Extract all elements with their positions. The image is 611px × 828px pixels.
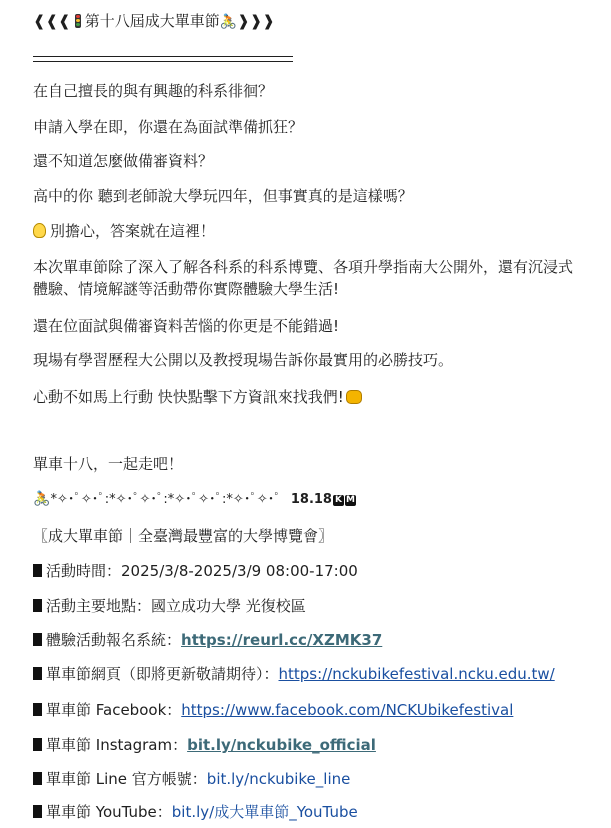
black-square-icon	[33, 633, 42, 646]
bicyclist-icon: 🚴	[219, 14, 238, 30]
black-square-icon	[33, 564, 42, 577]
paragraph: 本次單車節除了深入了解各科系的科系博覽、各項升學指南大公開外，還有沉浸式體驗、情境解謎等活動帶你實際體驗大學生活!	[33, 258, 574, 298]
info-label: 單車節 Facebook：	[46, 701, 182, 719]
line-link[interactable]: bit.ly/nckubike_line	[206, 770, 351, 788]
paragraph: 在自己擅長的與有興趣的科系徘徊？	[33, 82, 274, 100]
cta-line	[33, 387, 362, 407]
website-link[interactable]: https://nckubikefestival.ncku.edu.tw/	[278, 665, 555, 683]
info-label: 單車節 Instagram：	[46, 736, 188, 754]
info-value: 2025/3/8-2025/3/9 08:00-17:00	[121, 562, 358, 580]
black-square-icon	[33, 703, 42, 716]
instagram-link[interactable]: bit.ly/nckubike_official	[187, 736, 376, 754]
date-code: 18.18	[290, 492, 332, 507]
paragraph: 還在位面試與備審資料苦惱的你更是不能錯過!	[33, 317, 340, 335]
info-label: 活動時間：	[46, 562, 122, 580]
info-website	[33, 664, 555, 684]
info-value: 國立成功大學 光復校區	[151, 597, 306, 615]
paragraph: 別擔心，答案就在這裡！	[50, 222, 216, 240]
black-square-icon	[33, 772, 42, 785]
light-bulb-icon	[33, 223, 46, 238]
black-square-icon	[33, 805, 42, 818]
sparkle-line	[33, 489, 356, 510]
fist-bump-icon	[346, 390, 362, 404]
paragraph: 申請入學在即，你還在為面試準備抓狂？	[33, 118, 304, 136]
info-label: 單車節網頁（即將更新敬請期待）：	[46, 665, 279, 683]
bicyclist-icon: 🚴	[33, 491, 51, 507]
info-label: 體驗活動報名系統：	[46, 631, 182, 649]
paragraph: 高中的你 聽到老師說大學玩四年，但事實真的是這樣嗎？	[33, 187, 413, 205]
info-label: 單車節 Line 官方帳號：	[46, 770, 207, 788]
info-line	[33, 769, 350, 789]
sparkle-text: *✧･ﾟ✧･ﾟ:*✧･ﾟ✧･ﾟ:*✧･ﾟ✧･ﾟ:*✧･ﾟ✧･ﾟ	[50, 492, 281, 507]
info-signup	[33, 630, 382, 650]
reassure-line	[33, 221, 215, 241]
event-heading: 〖成大單車節｜全臺灣最豐富的大學博覽會〗	[33, 527, 334, 545]
paragraph: 還不知道怎麼做備審資料？	[33, 152, 214, 170]
facebook-link[interactable]: https://www.facebook.com/NCKUbikefestival	[181, 701, 514, 719]
paragraph: 現場有學習歷程大公開以及教授現場告訴你最實用的必勝技巧。	[33, 351, 454, 369]
traffic-light-icon	[75, 14, 81, 28]
title-suffix: ❱❱❱	[237, 12, 275, 30]
post-title	[33, 11, 275, 32]
youtube-link[interactable]: bit.ly/成大單車節_YouTube	[171, 803, 358, 821]
title-prefix: ❰❰❰	[33, 12, 71, 30]
title-divider	[33, 56, 293, 62]
signup-link[interactable]: https://reurl.cc/XZMK37	[181, 631, 383, 649]
info-label: 單車節 YouTube：	[46, 803, 172, 821]
badge-m: M	[346, 495, 355, 505]
info-time	[33, 561, 358, 581]
title-text: 第十八屆成大單車節	[84, 12, 220, 30]
info-facebook	[33, 700, 513, 720]
badge-k: K	[333, 495, 344, 506]
black-square-icon	[33, 738, 42, 751]
paragraph: 心動不如馬上行動 快快點擊下方資訊來找我們!	[33, 388, 344, 406]
tagline: 單車十八，一起走吧！	[33, 455, 184, 473]
info-youtube	[33, 802, 358, 822]
black-square-icon	[33, 599, 42, 612]
info-location	[33, 596, 306, 616]
black-square-icon	[33, 667, 42, 680]
info-instagram	[33, 735, 376, 755]
info-label: 活動主要地點：	[46, 597, 152, 615]
